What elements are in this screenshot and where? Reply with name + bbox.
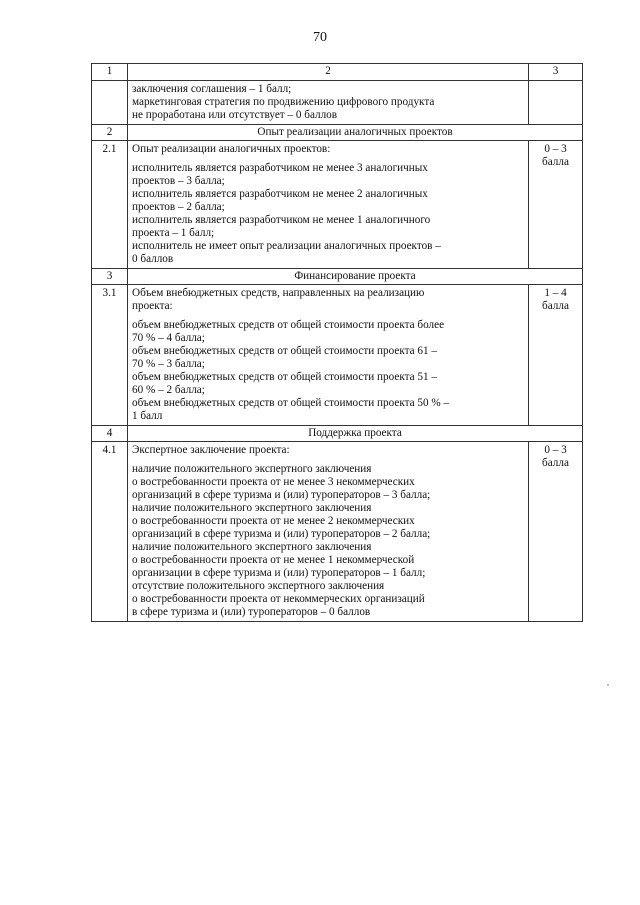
text-line: исполнитель является разработчиком не менее 3 аналогичных [132, 162, 428, 174]
criterion-score [529, 442, 583, 622]
criterion-row [92, 442, 583, 622]
section-number: 4 [92, 426, 128, 442]
section-row [92, 269, 583, 285]
section-row [92, 426, 583, 442]
section-title: Финансирование проекта [128, 269, 583, 285]
text-line: 70 % – 3 балла; [132, 358, 205, 370]
section-title: Поддержка проекта [128, 426, 583, 442]
text-line: исполнитель является разработчиком не менее 2 аналогичных [132, 188, 428, 200]
text-line: не проработана или отсутствует – 0 баллов [132, 109, 338, 121]
text-line: объем внебюджетных средств от общей стоимости проекта 61 – [132, 345, 437, 357]
score-unit: балла [542, 300, 569, 312]
text-line: отсутствие положительного экспертного заключения [132, 580, 385, 592]
criterion-row [92, 141, 583, 269]
text-line: наличие положительного экспертного заключения [132, 541, 372, 553]
text-line: организаций в сфере туризма и (или) туроператоров – 3 балла; [132, 489, 431, 501]
header-col-1: 1 [92, 64, 128, 81]
continuation-number-cell [92, 81, 128, 125]
criterion-text [128, 442, 529, 622]
criterion-lead [132, 287, 524, 313]
criteria-table [91, 63, 583, 622]
criterion-text [128, 141, 529, 269]
text-line: организации в сфере туризма и (или) туроператоров – 1 балл; [132, 567, 426, 579]
criterion-text [128, 285, 529, 426]
text-line: наличие положительного экспертного заключения [132, 502, 372, 514]
text-line: 1 балл [132, 410, 163, 422]
section-row [92, 125, 583, 141]
table-header-row [92, 64, 583, 81]
continuation-row [92, 81, 583, 125]
score-range: 0 – 3 [544, 444, 567, 456]
continuation-text [128, 81, 529, 125]
score-unit: балла [542, 457, 569, 469]
text-line: в сфере туризма и (или) туроператоров – 0 баллов [132, 606, 371, 618]
criterion-number: 3.1 [92, 285, 128, 426]
text-line: 60 % – 2 балла; [132, 384, 205, 396]
score-unit: балла [542, 156, 569, 168]
criterion-score [529, 141, 583, 269]
criterion-score [529, 285, 583, 426]
text-line: о востребованности проекта от не менее 1 некоммерческой [132, 554, 415, 566]
page-number: 70 [313, 30, 327, 45]
text-line: проекта – 1 балл; [132, 227, 215, 239]
text-line: о востребованности проекта от некоммерческих организаций [132, 593, 425, 605]
score-range: 1 – 4 [544, 287, 567, 299]
text-line: 0 баллов [132, 253, 174, 265]
text-line: исполнитель не имеет опыт реализации аналогичных проектов – [132, 240, 441, 252]
text-line: организаций в сфере туризма и (или) туроператоров – 2 балла; [132, 528, 431, 540]
text-line: объем внебюджетных средств от общей стоимости проекта 51 – [132, 371, 437, 383]
criterion-number: 2.1 [92, 141, 128, 269]
text-line: проектов – 2 балла; [132, 201, 225, 213]
text-line: о востребованности проекта от не менее 3 некоммерческих [132, 476, 415, 488]
header-col-2: 2 [128, 64, 529, 81]
text-line: наличие положительного экспертного заключения [132, 463, 372, 475]
continuation-score-cell [529, 81, 583, 125]
section-number: 3 [92, 269, 128, 285]
criterion-lead: Опыт реализации аналогичных проектов: [132, 143, 331, 155]
criterion-number: 4.1 [92, 442, 128, 622]
header-col-3: 3 [529, 64, 583, 81]
text-line: Объем внебюджетных средств, направленных на реализацию [132, 287, 425, 299]
text-line: маркетинговая стратегия по продвижению цифрового продукта [132, 96, 435, 108]
text-line: о востребованности проекта от не менее 2 некоммерческих [132, 515, 415, 527]
text-line: 70 % – 4 балла; [132, 332, 205, 344]
text-line: проектов – 3 балла; [132, 175, 225, 187]
text-line: объем внебюджетных средств от общей стоимости проекта более [132, 319, 445, 331]
criterion-lead: Экспертное заключение проекта: [132, 444, 290, 456]
text-line: заключения соглашения – 1 балл; [132, 83, 292, 95]
text-line: исполнитель является разработчиком не менее 1 аналогичного [132, 214, 431, 226]
text-line: проекта: [132, 300, 173, 312]
scan-speck [607, 684, 609, 686]
text-line: объем внебюджетных средств от общей стоимости проекта 50 % – [132, 397, 450, 409]
section-title: Опыт реализации аналогичных проектов [128, 125, 583, 141]
criterion-row [92, 285, 583, 426]
section-number: 2 [92, 125, 128, 141]
score-range: 0 – 3 [544, 143, 567, 155]
